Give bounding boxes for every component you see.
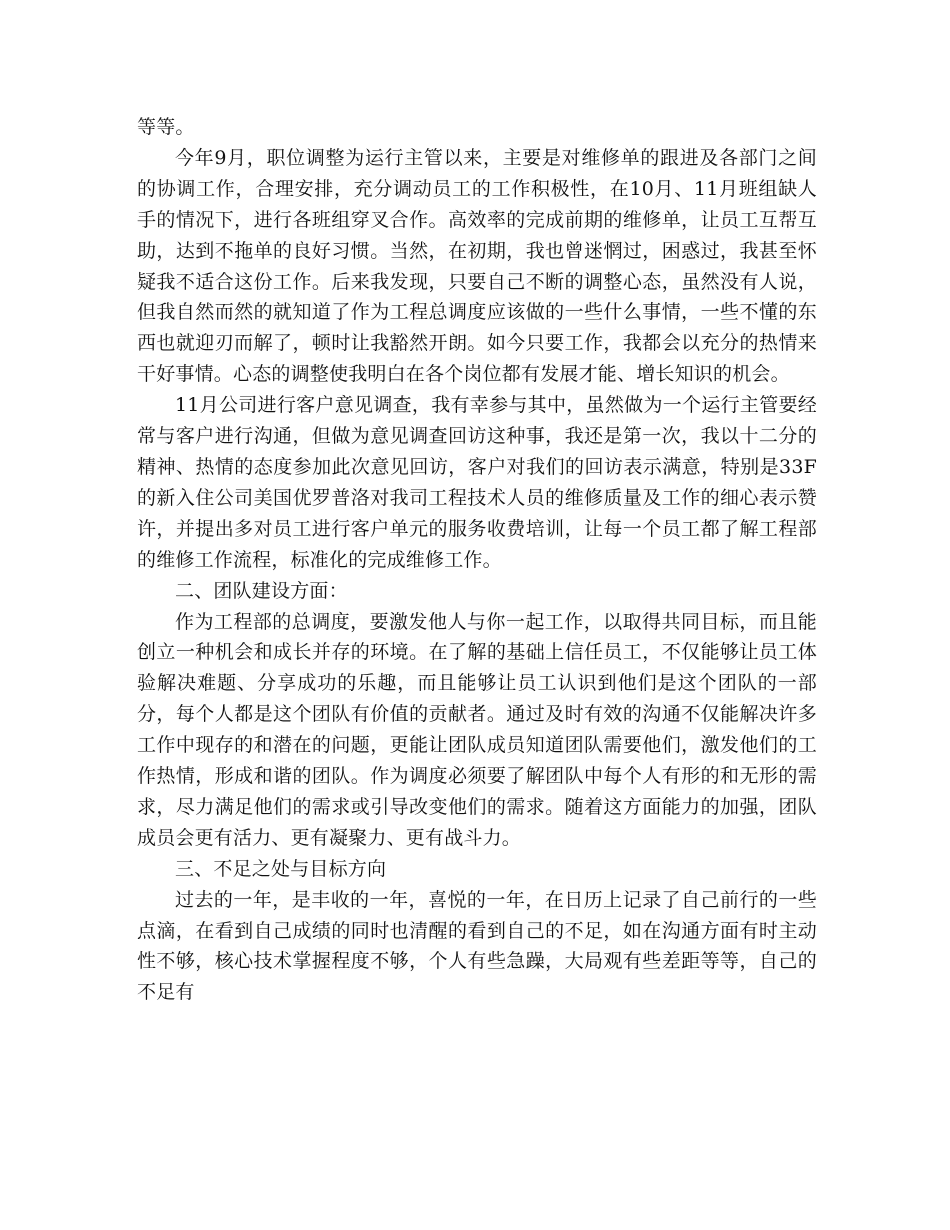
paragraph-customer-survey: 11月公司进行客户意见调查，我有幸参与其中，虽然做为一个运行主管要经常与客户进行沟通，但做为意见调查回访这种事，我还是第一次，我以十二分的精神、热情的态度参加此次意见回访，客户对我们的回访表示满意，特别是33F的新入住公司美国优罗普洛对我司工程技术人员的维修质量及工作的细心表示赞许，并提出多对员工进行客户单元的服务收费培训，让每一个员工都了解工程部的维修工作流程，标准化的完成维修工作。 — [137, 394, 817, 571]
paragraph-continuation: 等等。 — [137, 116, 195, 138]
section-heading-shortcomings: 三、不足之处与目标方向 — [175, 857, 387, 880]
paragraph-team-building: 作为工程部的总调度，要激发他人与你一起工作，以取得共同目标，而且能创立一种机会和成长并存的环境。在了解的基础上信任员工，不仅能够让员工体验解决难题、分享成功的乐趣，而且能够让员工认识到他们是这个团队的一部分，每个人都是这个团队有价值的贡献者。通过及时有效的沟通不仅能解决许多工作中现存的和潜在的问题，更能让团队成员知道团队需要他们，激发他们的工作热情，形成和谐的团队。作为调度必须要了解团队中每个人有形的和无形的需求，尽力满足他们的需求或引导改变他们的需求。随着这方面能力的加强，团队成员会更有活力、更有凝聚力、更有战斗力。 — [137, 610, 817, 849]
section-heading-team-building: 二、团队建设方面： — [175, 579, 348, 602]
paragraph-shortcomings: 过去的一年，是丰收的一年，喜悦的一年，在日历上记录了自己前行的一些点滴，在看到自己成绩的同时也清醒的看到自己的不足，如在沟通方面有时主动性不够，核心技术掌握程度不够，个人有些急躁，大局观有些差距等等，自己的不足有 — [137, 888, 817, 1004]
paragraph-role-adjustment: 今年9月，职位调整为运行主管以来，主要是对维修单的跟进及各部门之间的协调工作，合理安排，充分调动员工的工作积极性，在10月、11月班组缺人手的情况下，进行各班组穿叉合作。高效率的完成前期的维修单，让员工互帮互助，达到不拖单的良好习惯。当然，在初期，我也曾迷惘过，困惑过，我甚至怀疑我不适合这份工作。后来我发现，只要自己不断的调整心态，虽然没有人说，但我自然而然的就知道了作为工程总调度应该做的一些什么事情，一些不懂的东西也就迎刃而解了，顿时让我豁然开朗。如今只要工作，我都会以充分的热情来干好事情。心态的调整使我明白在各个岗位都有发展才能、增长知识的机会。 — [137, 146, 817, 386]
document-body — [137, 112, 817, 1008]
